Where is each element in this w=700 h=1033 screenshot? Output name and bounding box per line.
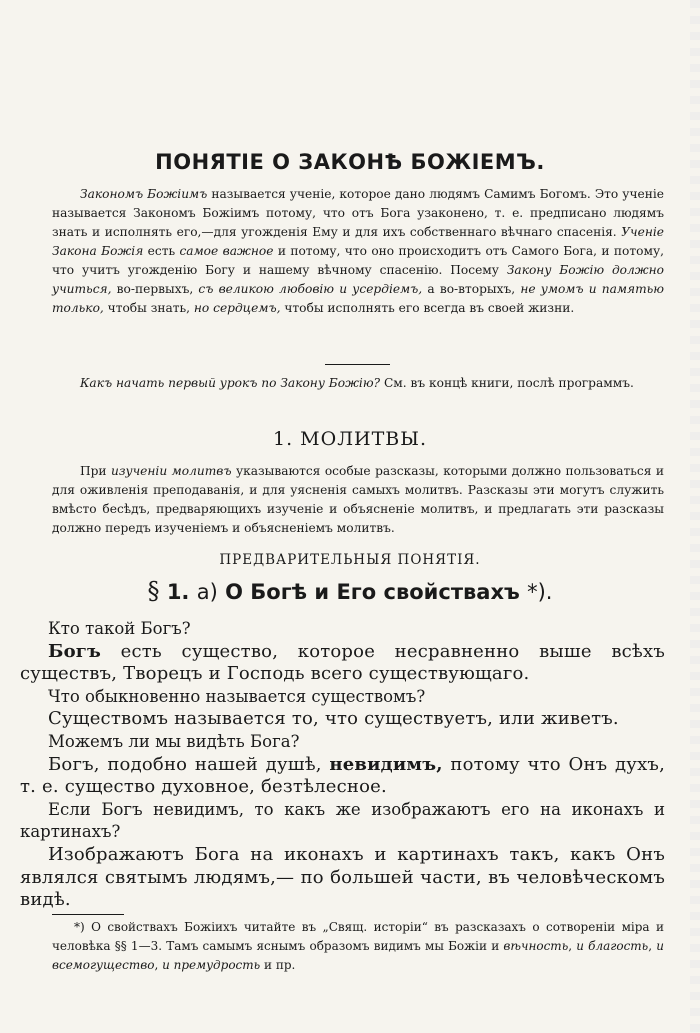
- section-symbol: §: [147, 577, 160, 605]
- section-text: При: [80, 464, 112, 478]
- intro-emph: не умомъ и памятью только,: [52, 282, 665, 315]
- qa-block: [20, 618, 665, 912]
- footnote-text: ,: [648, 939, 657, 953]
- answer: [20, 754, 665, 799]
- footnote-emph: и всемогущество: [52, 939, 664, 972]
- section-title: 1. МОЛИТВЫ.: [273, 428, 427, 450]
- footnote-rule: [52, 914, 124, 915]
- section-text: указываются особые разсказы, которыми должно пользоваться и для оживленія преподаванія, и для уясненія самыхъ молитвъ. Разсказы эти могутъ служить вмѣсто бесѣдъ, предваряющихъ изученіе и объясненіе молитвъ, и предлагать эти разсказы должно передъ изученіемъ и объясненіемъ молитвъ.: [52, 464, 664, 535]
- section-emph: изученіи молитвъ: [111, 464, 232, 478]
- answer-bold: невидимъ,: [329, 753, 443, 775]
- footnote-text: ,: [568, 939, 577, 953]
- footnote: [52, 918, 664, 975]
- answer: [20, 641, 665, 686]
- intro-text: чтобы знать,: [103, 301, 194, 315]
- intro-emph: самое важное: [179, 244, 274, 258]
- footnote-text: ,: [154, 958, 163, 972]
- answer: Существомъ называется то, что существуетъ, или живетъ.: [48, 708, 619, 730]
- note-question: Какъ начать первый урокъ по Закону Божію?: [80, 376, 381, 390]
- intro-emph: съ великою любовію и усердіемъ,: [198, 282, 423, 296]
- note-paragraph: [52, 374, 664, 393]
- section-paragraph: [52, 462, 664, 538]
- answer-text: есть существо, которое несравненно выше всѣхъ существъ, Творецъ и Господь всего существующаго.: [20, 640, 665, 685]
- note-text: См. въ концѣ книги, послѣ программъ.: [380, 376, 634, 390]
- intro-text: во-первыхъ,: [111, 282, 199, 296]
- footnote-text: и пр.: [260, 958, 296, 972]
- intro-term: Закономъ Божіимъ: [80, 187, 208, 201]
- intro-text: есть: [143, 244, 180, 258]
- intro-emph: но сердцемъ,: [193, 301, 281, 315]
- subsection-title: ПРЕДВАРИТЕЛЬНЫЯ ПОНЯТІЯ.: [219, 552, 481, 568]
- footnote-emph: и благость: [576, 939, 649, 953]
- intro-text: называется ученіе, которое дано людямъ Самимъ Богомъ. Это ученіе называется Закономъ Божіимъ потому, что отъ Бога узаконено, т. е. предписано людямъ знать и исполнять его,—для угожденія Ему и для ихъ собственнаго вѣчнаго спасенія.: [52, 187, 664, 239]
- answer-text: Богъ, подобно нашей душѣ,: [48, 753, 330, 775]
- heading-number: 1.: [166, 580, 190, 604]
- intro-emph: Закону Божію должно учиться,: [52, 263, 665, 296]
- intro-text: и потому, что оно происходитъ отъ Самого Бога, и потому, что учитъ угожденію Богу и нашему вѣчному спасенію. Посему: [52, 244, 664, 277]
- question: Что обыкновенно называется существомъ?: [48, 686, 426, 706]
- footnote-emph: вѣчность: [503, 939, 569, 953]
- intro-emph: Ученіе Закона Божія: [52, 225, 664, 258]
- divider-rule: [325, 364, 390, 365]
- answer: Изображаютъ Бога на иконахъ и картинахъ такъ, какъ Онъ являлся святымъ людямъ,— по большей части, въ человѣческомъ видѣ.: [20, 843, 665, 911]
- question: Если Богъ невидимъ, то какъ же изображаютъ его на иконахъ и картинахъ?: [20, 799, 665, 842]
- question: Можемъ ли мы видѣть Бога?: [48, 731, 300, 751]
- intro-text: чтобы исполнять его всегда въ своей жизни.: [280, 301, 575, 315]
- footnote-text: *) О свойствахъ Божіихъ читайте въ „Свящ. исторіи“ въ разсказахъ о сотвореніи міра и человѣка §§ 1—3. Тамъ самымъ яснымъ образомъ видимъ мы Божіи и: [52, 920, 664, 953]
- intro-paragraph: [52, 185, 664, 318]
- intro-text: а во-вторыхъ,: [422, 282, 521, 296]
- answer-text: потому что Онъ духъ, т. е. существо духовное, безтѣлесное.: [20, 753, 665, 798]
- answer-bold: Богъ: [48, 640, 102, 662]
- paragraph-heading: [0, 577, 700, 605]
- question: Кто такой Богъ?: [48, 619, 191, 638]
- heading-label: а): [196, 580, 218, 604]
- footnote-emph: и премудрость: [162, 958, 261, 972]
- page-title: ПОНЯТІЕ О ЗАКОНѢ БОЖІЕМЪ.: [155, 150, 545, 174]
- footnote-mark: *).: [527, 580, 553, 604]
- heading-text: О Богѣ и Его свойствахъ: [225, 580, 520, 604]
